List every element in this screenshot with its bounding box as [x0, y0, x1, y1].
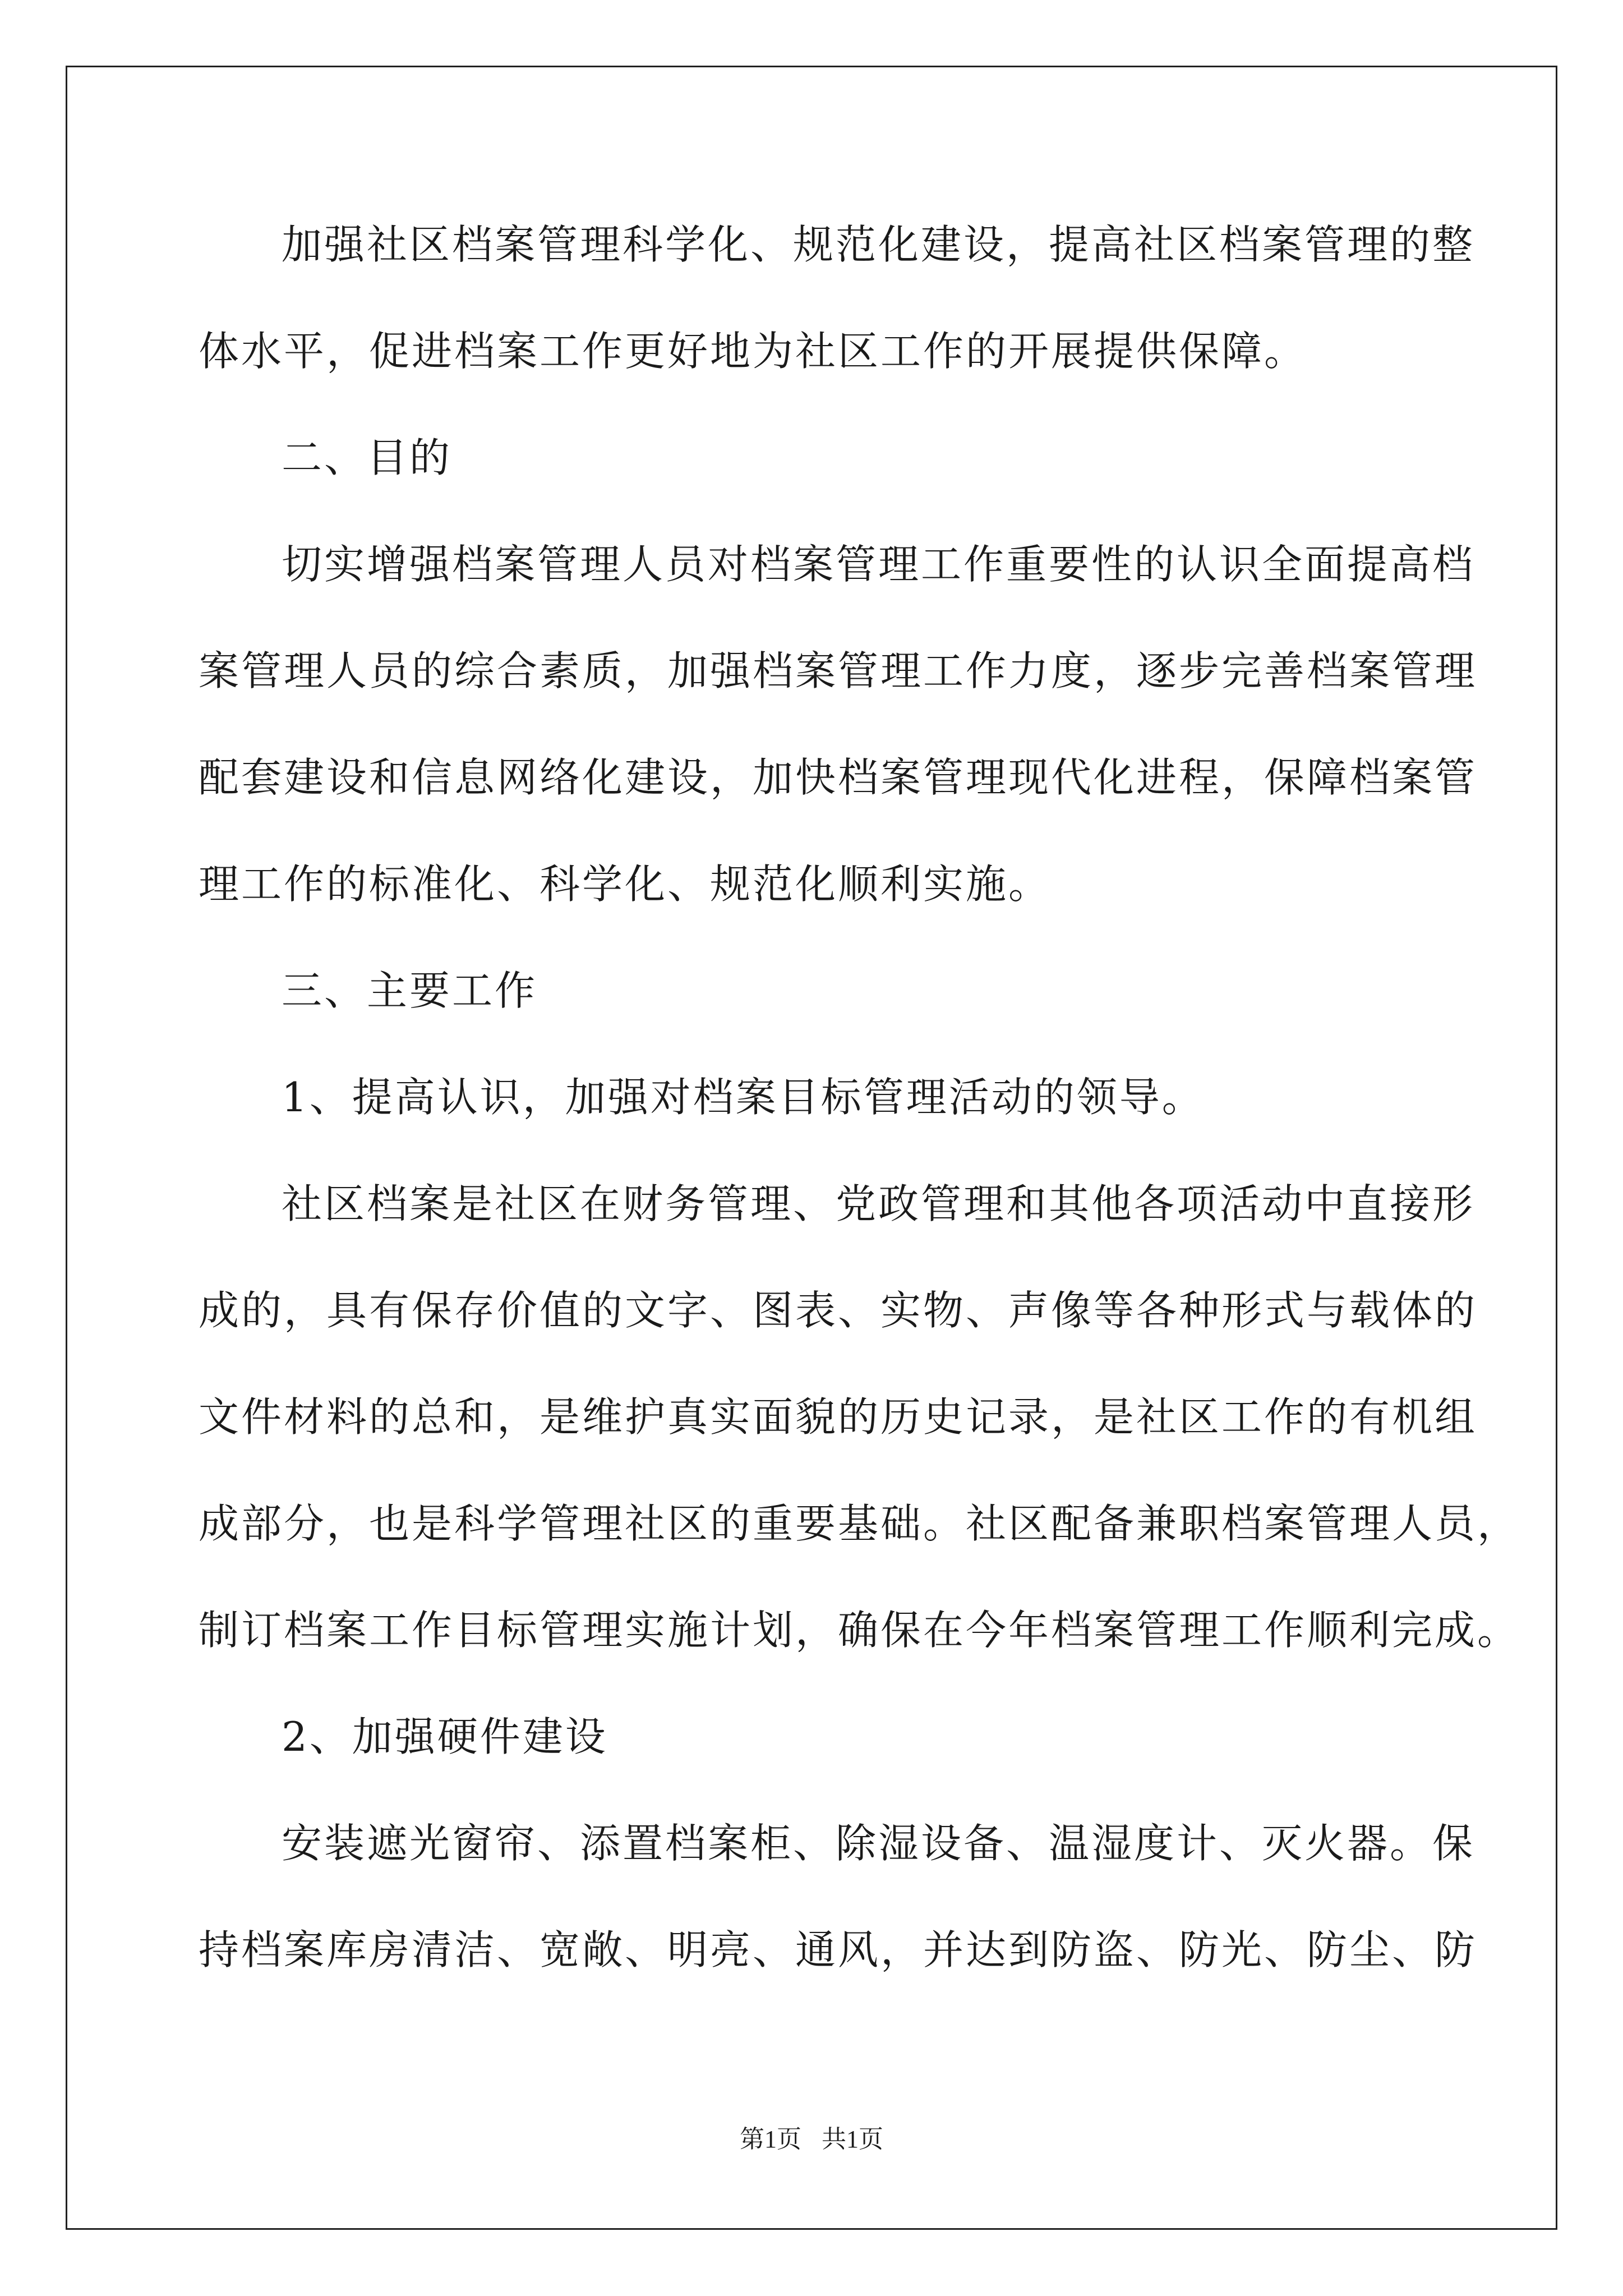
- text-line: 成的，具有保存价值的文字、图表、实物、声像等各种形式与载体的: [199, 1287, 1478, 1334]
- text-line: 制订档案工作目标管理实施计划，确保在今年档案管理工作顺利完成。: [199, 1607, 1520, 1654]
- subsection-heading: 1、提高认识，加强对档案目标管理活动的领导。: [282, 1074, 1205, 1121]
- text-line: 社区档案是社区在财务管理、党政管理和其他各项活动中直接形: [282, 1180, 1476, 1227]
- text-line: 安装遮光窗帘、添置档案柜、除湿设备、温湿度计、灭火器。保: [282, 1820, 1476, 1867]
- page-total: 共1页: [822, 2125, 883, 2153]
- section-heading: 三、主要工作: [282, 967, 538, 1014]
- text-line: 持档案库房清洁、宽敞、明亮、通风，并达到防盗、防光、防尘、防: [199, 1926, 1478, 1973]
- text-line: 案管理人员的综合素质，加强档案管理工作力度，逐步完善档案管理: [199, 647, 1478, 694]
- text-line: 体水平，促进档案工作更好地为社区工作的开展提供保障。: [199, 328, 1307, 375]
- text-line: 成部分，也是科学管理社区的重要基础。社区配备兼职档案管理人员，: [199, 1500, 1520, 1547]
- text-line: 加强社区档案管理科学化、规范化建设，提高社区档案管理的整: [282, 221, 1476, 268]
- text-line: 理工作的标准化、科学化、规范化顺利实施。: [199, 861, 1052, 908]
- section-heading: 二、目的: [282, 434, 453, 481]
- text-line: 文件材料的总和，是维护真实面貌的历史记录，是社区工作的有机组: [199, 1393, 1478, 1441]
- text-line: 配套建设和信息网络化建设，加快档案管理现代化进程，保障档案管: [199, 754, 1478, 801]
- document-body: [199, 219, 1520, 2031]
- page-footer: [0, 2124, 1623, 2155]
- subsection-heading: 2、加强硬件建设: [282, 1713, 608, 1760]
- page-number: 第1页: [740, 2125, 801, 2153]
- text-line: 切实增强档案管理人员对档案管理工作重要性的认识全面提高档: [282, 541, 1476, 588]
